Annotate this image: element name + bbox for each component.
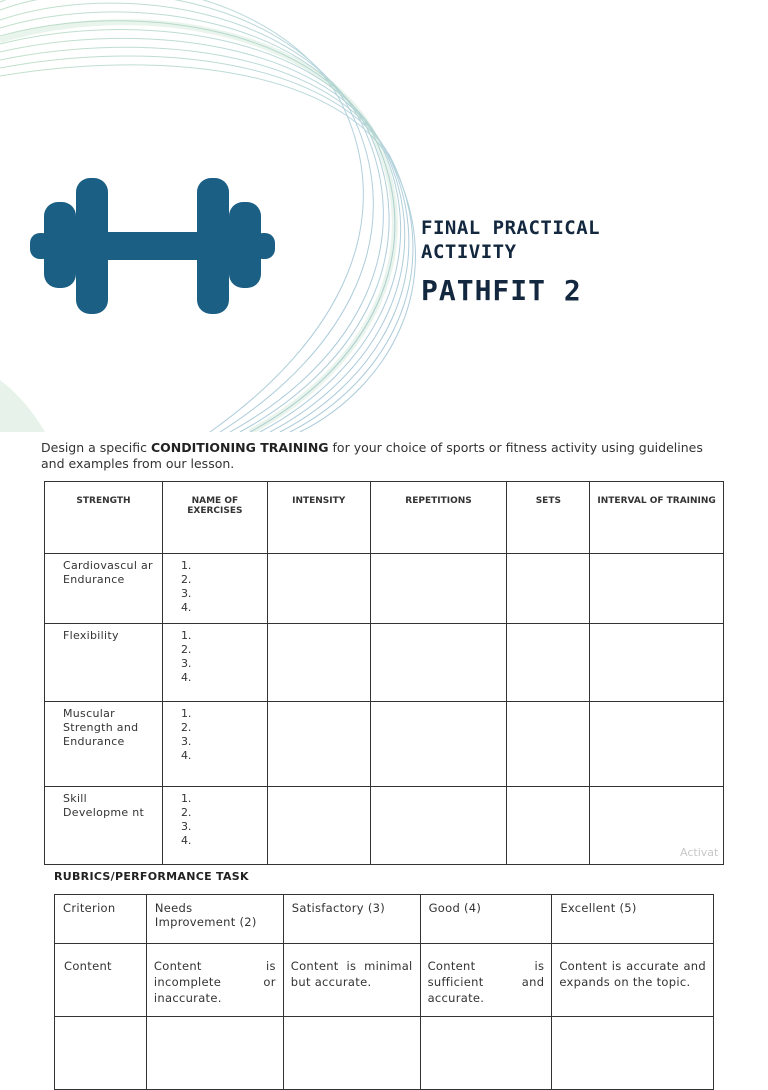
header-satisfactory: Satisfactory (3) (283, 895, 420, 944)
header-sets: SETS (507, 482, 590, 554)
rubric-cell: Content is sufficient and accurate. (420, 944, 552, 1017)
exercise-list: 1. 2. 3. 4. (162, 787, 267, 865)
header-repetitions: REPETITIONS (370, 482, 507, 554)
table-row (45, 702, 724, 787)
repetitions-cell[interactable] (370, 624, 507, 702)
header-criterion: Criterion (55, 895, 147, 944)
rubric-cell: Content is accurate and expands on the topic. (552, 944, 714, 1017)
table-row (55, 1017, 714, 1090)
category-cell: Muscular Strength and Endurance (45, 702, 163, 787)
sets-cell[interactable] (507, 702, 590, 787)
table-row (55, 944, 714, 1017)
subtitle: PATHFIT 2 (421, 274, 582, 307)
header-strength: STRENGTH (45, 482, 163, 554)
intensity-cell[interactable] (267, 554, 370, 624)
criterion-cell: Content (55, 944, 147, 1017)
sets-cell[interactable] (507, 624, 590, 702)
rubrics-table (54, 894, 714, 1090)
header-banner (0, 0, 768, 432)
training-table (44, 481, 724, 865)
title-line-2: ACTIVITY (421, 241, 517, 263)
exercise-list: 1. 2. 3. 4. (162, 554, 267, 624)
title-line-1: FINAL PRACTICAL (421, 217, 601, 239)
title-block (421, 216, 600, 307)
header-good: Good (4) (420, 895, 552, 944)
interval-cell[interactable] (590, 624, 724, 702)
dumbbell-icon (30, 178, 275, 314)
rubrics-title: RUBRICS/PERFORMANCE TASK (54, 870, 249, 883)
category-cell: Skill Developme nt (45, 787, 163, 865)
rubrics-header (55, 895, 714, 944)
repetitions-cell[interactable] (370, 702, 507, 787)
header-interval: INTERVAL OF TRAINING (590, 482, 724, 554)
rubric-cell: Content is minimal but accurate. (283, 944, 420, 1017)
rubric-cell: Content is incomplete or inaccurate. (146, 944, 283, 1017)
table-row (45, 624, 724, 702)
repetitions-cell[interactable] (370, 554, 507, 624)
intensity-cell[interactable] (267, 702, 370, 787)
header-intensity: INTENSITY (267, 482, 370, 554)
header-excellent: Excellent (5) (552, 895, 714, 944)
instructions: Design a specific CONDITIONING TRAINING for your choice of sports or fitness activity using guidelines and examples from our lesson. (41, 440, 703, 471)
repetitions-cell[interactable] (370, 787, 507, 865)
table-row (45, 787, 724, 865)
exercise-list: 1. 2. 3. 4. (162, 624, 267, 702)
table-row (45, 554, 724, 624)
category-cell: Flexibility (45, 624, 163, 702)
intensity-cell[interactable] (267, 624, 370, 702)
header-name-of-exercises: NAME OF EXERCISES (162, 482, 267, 554)
sets-cell[interactable] (507, 787, 590, 865)
header-needs-improvement: Needs Improvement (2) (146, 895, 283, 944)
training-table-header (45, 482, 724, 554)
exercise-list: 1. 2. 3. 4. (162, 702, 267, 787)
sets-cell[interactable] (507, 554, 590, 624)
activation-watermark: Activat (680, 846, 719, 859)
interval-cell[interactable] (590, 702, 724, 787)
intensity-cell[interactable] (267, 787, 370, 865)
category-cell: Cardiovascul ar Endurance (45, 554, 163, 624)
interval-cell[interactable] (590, 554, 724, 624)
